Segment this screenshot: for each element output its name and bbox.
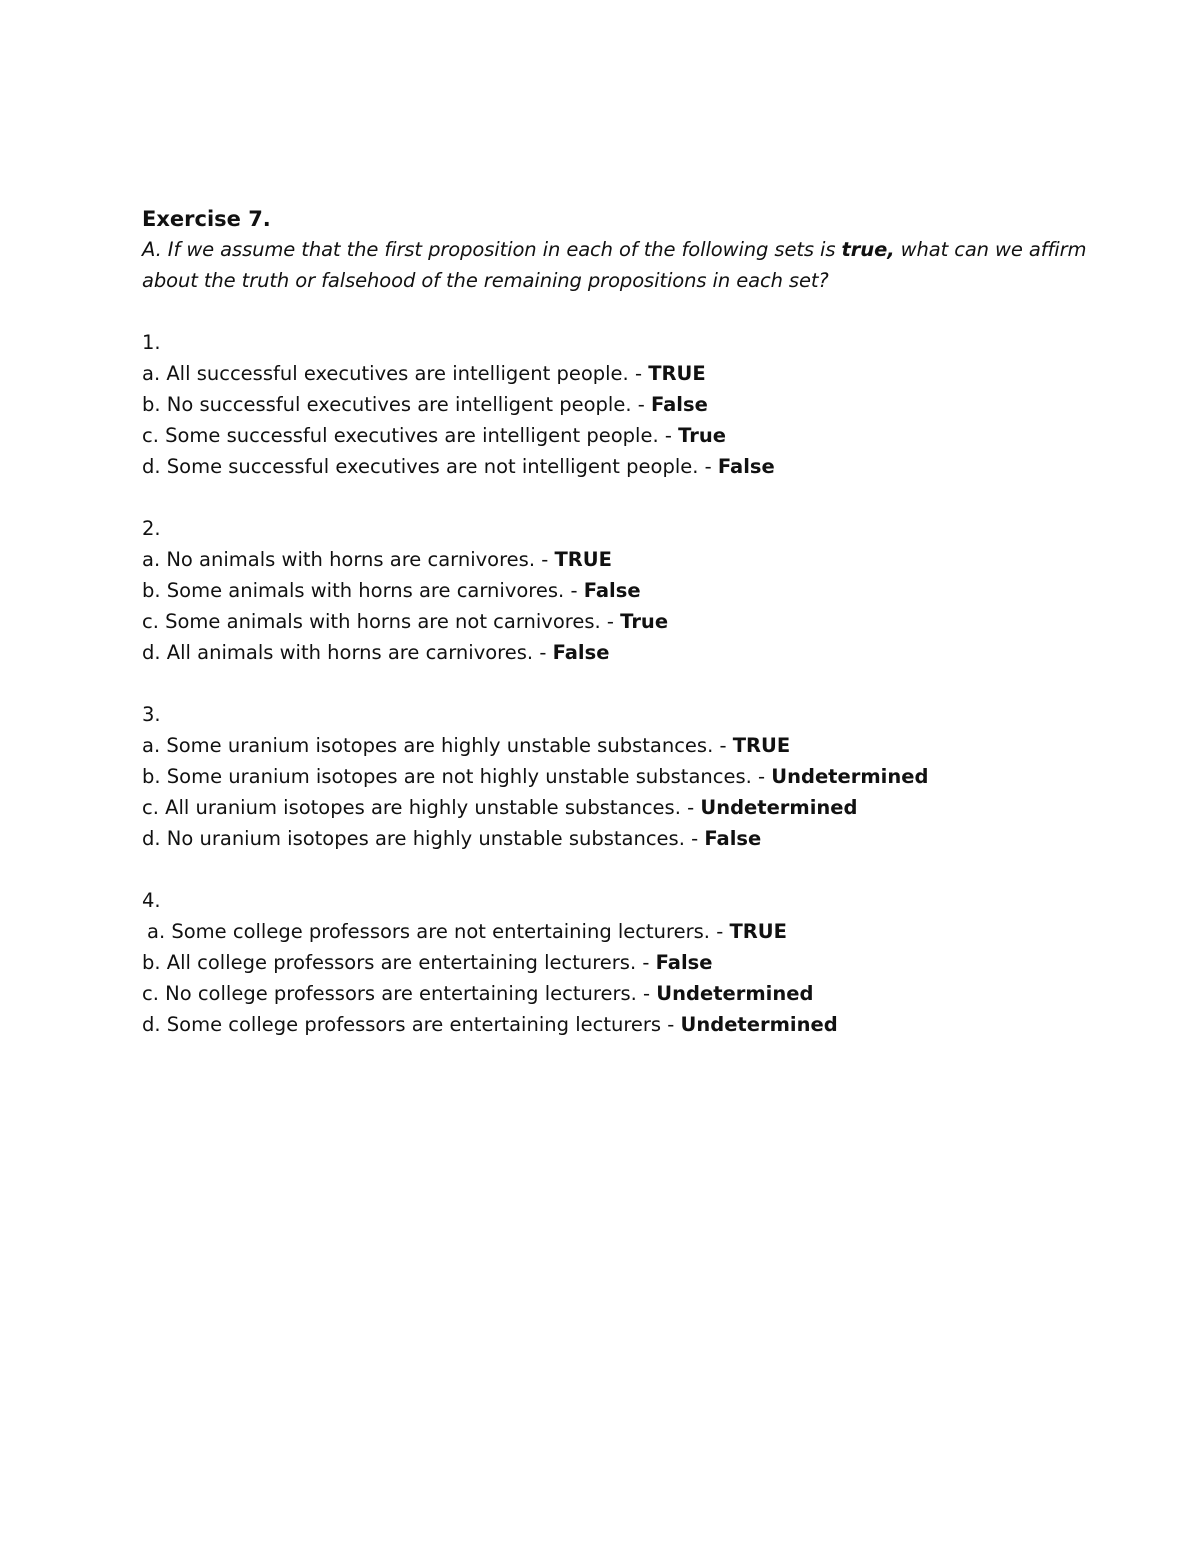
document-content — [142, 204, 1102, 1040]
proposition-text: b. Some animals with horns are carnivores. - — [142, 579, 584, 602]
proposition-item — [142, 1009, 1102, 1040]
proposition-answer: TRUE — [648, 362, 706, 385]
proposition-answer: TRUE — [732, 734, 791, 757]
proposition-answer: True — [678, 424, 726, 447]
proposition-text: a. Some college professors are not entertaining lecturers. - — [147, 920, 730, 943]
proposition-answer: TRUE — [729, 920, 787, 943]
proposition-item — [142, 978, 1102, 1009]
proposition-text: c. All uranium isotopes are highly unstable substances. - — [142, 796, 701, 819]
proposition-item — [142, 389, 1102, 420]
proposition-text: d. Some college professors are entertaining lecturers - — [142, 1013, 681, 1036]
proposition-answer: False — [655, 951, 713, 974]
proposition-text: a. Some uranium isotopes are highly unstable substances. - — [142, 734, 733, 757]
proposition-item — [142, 420, 1102, 451]
proposition-set-1 — [142, 327, 1102, 482]
proposition-item — [142, 916, 1102, 947]
set-number: 1. — [142, 331, 161, 354]
exercise-title: Exercise 7. — [142, 207, 271, 231]
proposition-item — [142, 637, 1102, 668]
proposition-answer: Undetermined — [656, 982, 814, 1005]
proposition-answer: False — [704, 827, 762, 850]
proposition-item — [142, 823, 1102, 854]
proposition-text: b. All college professors are entertaining lecturers. - — [142, 951, 656, 974]
set-number: 4. — [142, 889, 161, 912]
proposition-item — [142, 575, 1102, 606]
instructions-bold-word: true, — [841, 238, 895, 261]
proposition-text: d. Some successful executives are not intelligent people. - — [142, 455, 718, 478]
proposition-text: b. No successful executives are intelligent people. - — [142, 393, 651, 416]
instructions-text-end: what can we affirm about the truth or falsehood of the remaining propositions in each set? — [142, 238, 1087, 292]
proposition-answer: TRUE — [554, 548, 612, 571]
proposition-item — [142, 451, 1102, 482]
proposition-text: b. Some uranium isotopes are not highly unstable substances. - — [142, 765, 772, 788]
proposition-item — [142, 358, 1102, 389]
proposition-text: c. Some successful executives are intelligent people. - — [142, 424, 679, 447]
proposition-text: d. All animals with horns are carnivores. - — [142, 641, 553, 664]
proposition-answer: False — [552, 641, 610, 664]
proposition-answer: Undetermined — [700, 796, 858, 819]
proposition-answer: Undetermined — [771, 765, 929, 788]
proposition-item — [142, 947, 1102, 978]
proposition-answer: True — [620, 610, 669, 633]
proposition-answer: False — [717, 455, 775, 478]
proposition-text: c. No college professors are entertaining lecturers. - — [142, 982, 657, 1005]
set-number: 3. — [142, 703, 161, 726]
proposition-item — [142, 606, 1102, 637]
proposition-item — [142, 761, 1102, 792]
proposition-text: a. All successful executives are intelligent people. - — [142, 362, 649, 385]
proposition-answer: Undetermined — [680, 1013, 838, 1036]
proposition-set-4 — [142, 885, 1102, 1040]
set-number: 2. — [142, 517, 161, 540]
proposition-item — [142, 730, 1102, 761]
proposition-item — [142, 544, 1102, 575]
proposition-answer: False — [583, 579, 641, 602]
proposition-item — [142, 792, 1102, 823]
proposition-set-2 — [142, 513, 1102, 668]
proposition-text: a. No animals with horns are carnivores. - — [142, 548, 555, 571]
proposition-answer: False — [650, 393, 708, 416]
exercise-instructions — [142, 234, 1102, 296]
instructions-text-start: A. If we assume that the first proposition in each of the following sets is — [142, 238, 842, 261]
proposition-text: c. Some animals with horns are not carnivores. - — [142, 610, 621, 633]
proposition-text: d. No uranium isotopes are highly unstable substances. - — [142, 827, 705, 850]
proposition-set-3 — [142, 699, 1102, 854]
